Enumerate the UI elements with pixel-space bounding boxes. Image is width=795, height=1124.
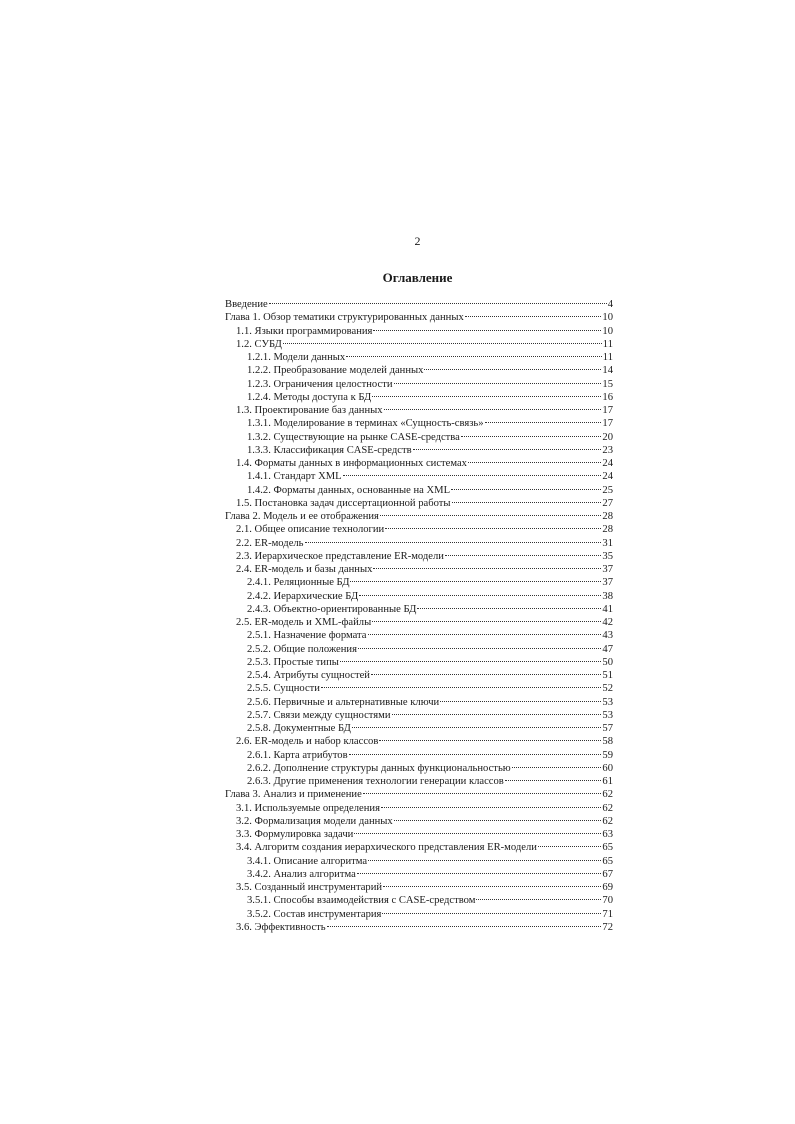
- toc-entry: [225, 908, 613, 921]
- toc-entry-label: 1.4. Форматы данных в информационных системах: [236, 458, 467, 469]
- toc-entry: [225, 722, 613, 735]
- toc-entry-label: 1.3. Проектирование баз данных: [236, 405, 383, 416]
- toc-entry: [225, 735, 613, 748]
- toc-dot-leader: [283, 343, 602, 344]
- toc-entry: [225, 921, 613, 934]
- toc-entry-label: 1.4.2. Форматы данных, основанные на XML: [247, 484, 451, 496]
- toc-entry-label: 3.6. Эффективность: [236, 921, 326, 933]
- toc-dot-leader: [305, 542, 602, 543]
- toc-entry: [225, 417, 613, 430]
- toc-entry-label: 2.6.1. Карта атрибутов: [247, 749, 348, 761]
- toc-dot-leader: [383, 886, 601, 887]
- toc-entry: [225, 576, 613, 589]
- toc-entry: [225, 391, 613, 404]
- toc-entry-label: 2.5.8. Документные БД: [247, 723, 351, 734]
- toc-entry-label: 3.4. Алгоритм создания иерархического представления ER-модели: [236, 842, 537, 854]
- toc-dot-leader: [476, 899, 601, 900]
- toc-entry: [225, 815, 613, 828]
- toc-entry-page: 23: [602, 444, 613, 456]
- toc-dot-leader: [424, 369, 601, 370]
- toc-dot-leader: [413, 449, 602, 450]
- toc-entry-page: 16: [602, 391, 613, 403]
- toc-entry-label: 2.6.2. Дополнение структуры данных функциональностью: [247, 762, 511, 774]
- toc-entry: [225, 696, 613, 709]
- toc-entry: [225, 457, 613, 470]
- toc-dot-leader: [354, 833, 601, 834]
- toc-entry: [225, 868, 613, 881]
- toc-entry: [225, 855, 613, 868]
- toc-entry: [225, 802, 613, 815]
- toc-entry: [225, 404, 613, 417]
- toc-entry-page: 37: [602, 577, 613, 589]
- toc-entry-label: 2.2. ER-модель: [236, 537, 304, 549]
- toc-entry-page: 17: [602, 418, 613, 430]
- toc-entry-label: 1.1. Языки программирования: [236, 325, 373, 337]
- toc-entry-page: 4: [607, 299, 613, 310]
- toc-entry: [225, 775, 613, 788]
- toc-dot-leader: [394, 383, 602, 384]
- toc-entry-label: 2.5.5. Сущности: [247, 683, 320, 695]
- toc-entry: [225, 470, 613, 483]
- toc-entry-page: 10: [602, 312, 613, 324]
- toc-entry-page: 58: [602, 736, 613, 748]
- toc-entry: [225, 523, 613, 536]
- toc-entry-page: 35: [602, 550, 613, 562]
- toc-entry-page: 65: [602, 842, 613, 854]
- toc-entry-page: 28: [602, 511, 613, 522]
- toc-dot-leader: [445, 555, 601, 556]
- toc-entry-page: 60: [602, 762, 613, 774]
- toc-dot-leader: [538, 846, 601, 847]
- toc-entry: [225, 828, 613, 841]
- toc-entry-page: 57: [602, 723, 613, 734]
- toc-dot-leader: [392, 714, 602, 715]
- toc-entry-page: 14: [602, 365, 613, 377]
- toc-entry-label: 3.5.1. Способы взаимодействия с CASE-средством: [247, 895, 476, 907]
- toc-entry-label: 1.3.3. Классификация CASE-средств: [247, 444, 412, 456]
- toc-entry-page: 67: [602, 868, 613, 880]
- toc-entry-label: 2.4.1. Реляционные БД: [247, 577, 350, 589]
- toc-entry-label: 2.6.3. Другие применения технологии генерации классов: [247, 776, 504, 787]
- toc-entry-page: 11: [602, 338, 613, 350]
- toc-entry-page: 10: [602, 325, 613, 337]
- toc-entry-label: 3.5. Созданный инструментарий: [236, 882, 383, 893]
- toc-entry: [225, 629, 613, 642]
- toc-entry-page: 27: [602, 497, 613, 509]
- toc-entry-page: 71: [602, 908, 613, 920]
- toc-entry: [225, 616, 613, 629]
- toc-dot-leader: [380, 515, 601, 516]
- toc-entry: [225, 841, 613, 854]
- toc-entry: [225, 537, 613, 550]
- toc-entry-page: 72: [602, 921, 613, 933]
- toc-dot-leader: [394, 820, 602, 821]
- toc-entry: [225, 431, 613, 444]
- toc-entry-label: 1.2.1. Модели данных: [247, 352, 346, 363]
- toc-entry: [225, 788, 613, 801]
- toc-entry-page: 69: [602, 882, 613, 893]
- page-number: 2: [414, 234, 421, 248]
- toc-entry: [225, 351, 613, 364]
- toc-entry-label: 1.4.1. Стандарт XML: [247, 471, 342, 483]
- toc-dot-leader: [451, 489, 601, 490]
- toc-entry: [225, 709, 613, 722]
- toc-entry-page: 65: [602, 855, 613, 867]
- toc-entry-label: 2.1. Общее описание технологии: [236, 524, 385, 536]
- toc-entry-page: 11: [602, 352, 613, 363]
- toc-dot-leader: [382, 913, 601, 914]
- toc-entry: [225, 311, 613, 324]
- toc-entry-page: 37: [602, 564, 613, 575]
- toc-entry: [225, 894, 613, 907]
- toc-entry-label: 2.5.4. Атрибуты сущностей: [247, 670, 370, 681]
- toc-entry: [225, 325, 613, 338]
- toc-entry-page: 61: [602, 776, 613, 787]
- toc-entry: [225, 563, 613, 576]
- toc-entry-page: 62: [602, 789, 613, 801]
- toc-entry-label: 2.6. ER-модель и набор классов: [236, 736, 379, 748]
- toc-entry: [225, 643, 613, 656]
- toc-dot-leader: [340, 661, 602, 662]
- toc-entry: [225, 656, 613, 669]
- toc-dot-leader: [452, 502, 602, 503]
- toc-entry: [225, 682, 613, 695]
- toc-entry-label: 2.5.3. Простые типы: [247, 656, 339, 668]
- toc-entry-page: 24: [602, 458, 613, 469]
- toc-entry-label: 2.4.2. Иерархические БД: [247, 590, 359, 602]
- toc-entry-label: 2.3. Иерархическое представление ER-модели: [236, 550, 444, 562]
- toc-entry: [225, 749, 613, 762]
- toc-entry-label: 3.2. Формализация модели данных: [236, 815, 393, 827]
- toc-entry-label: Глава 2. Модель и ее отображения: [225, 511, 379, 522]
- toc-entry: [225, 669, 613, 682]
- toc-entry-label: 2.5.7. Связи между сущностями: [247, 709, 391, 721]
- toc-entry: [225, 603, 613, 616]
- toc-dot-leader: [368, 860, 601, 861]
- toc-entry-label: 3.5.2. Состав инструментария: [247, 908, 382, 920]
- toc-dot-leader: [465, 316, 602, 317]
- toc-entry: [225, 590, 613, 603]
- toc-entry-label: 2.5. ER-модель и XML-файлы: [236, 617, 372, 628]
- toc-dot-leader: [417, 608, 601, 609]
- toc-entry-page: 20: [602, 431, 613, 443]
- toc-dot-leader: [358, 648, 601, 649]
- toc-entry: [225, 550, 613, 563]
- toc-dot-leader: [505, 780, 602, 781]
- toc-entry-page: 38: [602, 590, 613, 602]
- toc-entry-page: 31: [602, 537, 613, 549]
- toc-entry-label: 1.2. СУБД: [236, 338, 282, 350]
- toc-entry-page: 25: [602, 484, 613, 496]
- toc-entry-page: 28: [602, 524, 613, 536]
- toc-dot-leader: [468, 462, 601, 463]
- toc-entry-page: 51: [602, 670, 613, 681]
- toc-dot-leader: [379, 740, 601, 741]
- toc-entry-page: 43: [602, 630, 613, 642]
- toc-entry-page: 62: [602, 815, 613, 827]
- toc-entry-page: 53: [602, 696, 613, 708]
- toc-entry-label: 2.5.6. Первичные и альтернативные ключи: [247, 696, 440, 708]
- toc-entry: [225, 881, 613, 894]
- toc-dot-leader: [440, 701, 601, 702]
- toc-entry-label: 1.5. Постановка задач диссертационной работы: [236, 497, 451, 509]
- toc-entry-label: 3.4.1. Описание алгоритма: [247, 855, 368, 867]
- toc-dot-leader: [359, 595, 601, 596]
- toc-dot-leader: [373, 330, 601, 331]
- toc-dot-leader: [352, 727, 601, 728]
- toc-dot-leader: [372, 396, 601, 397]
- toc-entry-label: Введение: [225, 299, 268, 310]
- toc-entry-label: 2.4.3. Объектно-ориентированные БД: [247, 603, 417, 615]
- toc-dot-leader: [381, 807, 601, 808]
- toc-entry-label: Глава 1. Обзор тематики структурированных данных: [225, 312, 464, 324]
- toc-dot-leader: [385, 528, 601, 529]
- toc-entry-label: 1.2.2. Преобразование моделей данных: [247, 365, 424, 377]
- toc-entry: [225, 298, 613, 311]
- toc-dot-leader: [269, 303, 607, 304]
- toc-dot-leader: [363, 793, 602, 794]
- toc-entry-label: 1.3.1. Моделирование в терминах «Сущность-связь»: [247, 418, 484, 430]
- toc-entry-page: 42: [602, 617, 613, 628]
- toc-entry-page: 50: [602, 656, 613, 668]
- toc-entry-page: 59: [602, 749, 613, 761]
- toc-entry: [225, 762, 613, 775]
- toc-dot-leader: [368, 634, 602, 635]
- toc-entry-page: 63: [602, 829, 613, 840]
- table-of-contents: [225, 298, 613, 934]
- toc-entry-page: 15: [602, 378, 613, 390]
- toc-entry-label: 2.5.1. Назначение формата: [247, 630, 367, 642]
- toc-entry-label: 1.3.2. Существующие на рынке CASE-средства: [247, 431, 460, 443]
- toc-entry: [225, 497, 613, 510]
- toc-entry: [225, 338, 613, 351]
- toc-entry-page: 70: [602, 895, 613, 907]
- toc-title: Оглавление: [382, 270, 453, 285]
- toc-dot-leader: [371, 674, 601, 675]
- toc-entry-label: 3.1. Используемые определения: [236, 802, 380, 814]
- toc-dot-leader: [350, 581, 601, 582]
- toc-dot-leader: [372, 621, 601, 622]
- toc-entry: [225, 364, 613, 377]
- toc-entry-label: 1.2.4. Методы доступа к БД: [247, 391, 372, 403]
- toc-entry-page: 62: [602, 802, 613, 814]
- toc-entry-page: 41: [602, 603, 613, 615]
- toc-entry-page: 53: [602, 709, 613, 721]
- toc-dot-leader: [461, 436, 602, 437]
- toc-dot-leader: [384, 409, 602, 410]
- toc-entry-page: 24: [602, 471, 613, 483]
- toc-entry-page: 17: [602, 405, 613, 416]
- toc-entry-label: 1.2.3. Ограничения целостности: [247, 378, 393, 390]
- toc-entry: [225, 378, 613, 391]
- toc-dot-leader: [349, 754, 602, 755]
- toc-entry: [225, 510, 613, 523]
- toc-entry-label: 2.5.2. Общие положения: [247, 643, 357, 655]
- toc-entry-label: Глава 3. Анализ и применение: [225, 789, 362, 801]
- toc-dot-leader: [485, 422, 602, 423]
- toc-dot-leader: [327, 926, 602, 927]
- toc-dot-leader: [343, 475, 602, 476]
- toc-entry-label: 3.4.2. Анализ алгоритма: [247, 868, 356, 880]
- toc-dot-leader: [373, 568, 601, 569]
- toc-entry-label: 2.4. ER-модель и базы данных: [236, 564, 373, 575]
- toc-entry-label: 3.3. Формулировка задачи: [236, 829, 354, 840]
- toc-dot-leader: [346, 356, 602, 357]
- toc-entry-page: 52: [602, 683, 613, 695]
- toc-dot-leader: [321, 687, 601, 688]
- toc-entry: [225, 484, 613, 497]
- toc-entry: [225, 444, 613, 457]
- toc-dot-leader: [512, 767, 602, 768]
- toc-dot-leader: [357, 873, 602, 874]
- toc-entry-page: 47: [602, 643, 613, 655]
